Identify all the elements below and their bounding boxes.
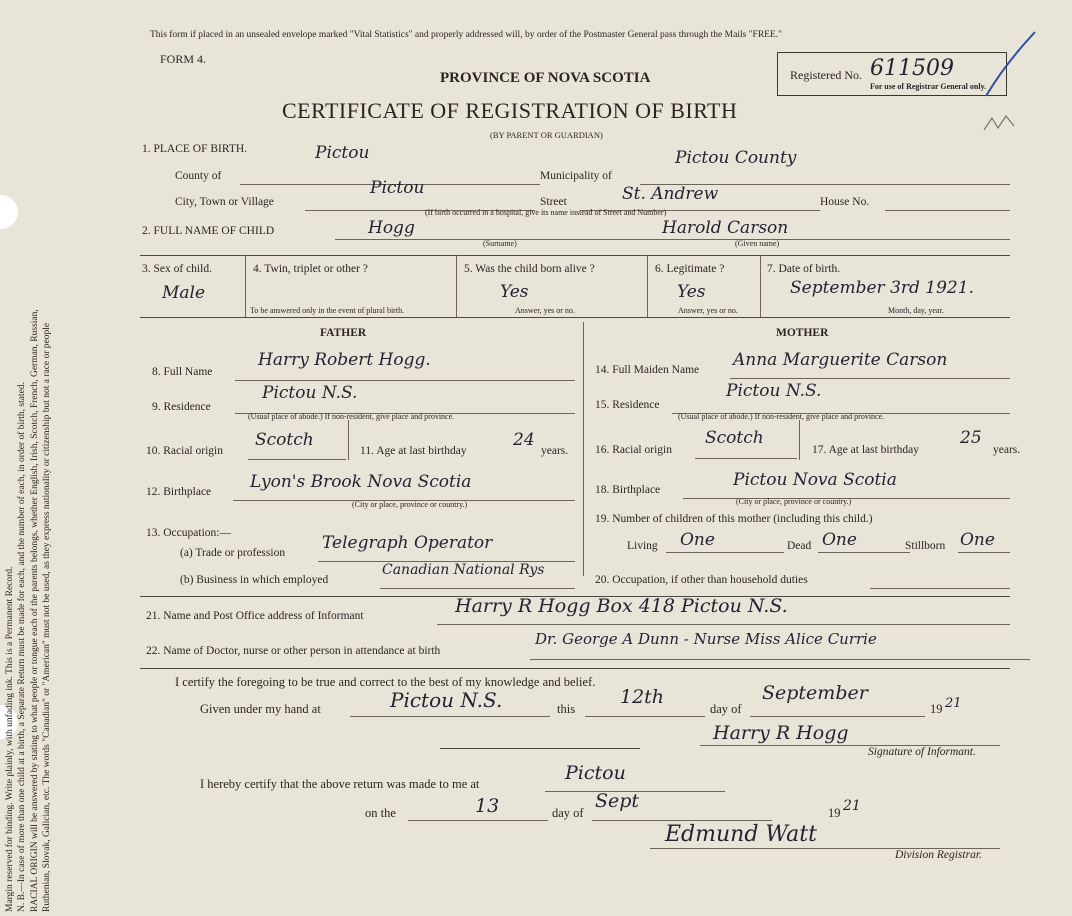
- date-of-birth-note: Month, day, year.: [888, 306, 944, 315]
- father-residence-value: Pictou N.S.: [262, 383, 358, 403]
- day-of-label: day of: [710, 702, 742, 716]
- mother-racial-value: Scotch: [705, 428, 764, 448]
- living-value: One: [680, 530, 715, 550]
- blue-pen-mark: [980, 24, 1040, 104]
- city-value: Pictou: [370, 178, 425, 198]
- mother-residence-note: (Usual place of abode.) If non-resident, give place and province.: [678, 412, 885, 421]
- born-alive-value: Yes: [500, 282, 529, 302]
- margin-line: Margin reserved for binding. Write plainly, with unfading ink. This is a Permanent Record.: [5, 566, 15, 912]
- date-of-birth-value: September 3rd 1921.: [790, 278, 974, 298]
- registrar-year-prefix: 19: [828, 806, 841, 820]
- place-of-birth-label: 1. PLACE OF BIRTH.: [142, 143, 248, 155]
- father-racial-value: Scotch: [255, 430, 314, 450]
- informant-value: Harry R Hogg Box 418 Pictou N.S.: [455, 595, 788, 617]
- certificate-title: CERTIFICATE OF REGISTRATION OF BIRTH: [282, 98, 738, 123]
- business-label: (b) Business in which employed: [180, 574, 329, 586]
- mother-birthplace-label: 18. Birthplace: [595, 484, 661, 496]
- given-under-label: Given under my hand at: [200, 702, 321, 716]
- sex-label: 3. Sex of child.: [142, 263, 212, 275]
- trade-label: (a) Trade or profession: [180, 547, 286, 559]
- surname-label: (Surname): [483, 239, 517, 248]
- registrar-day: 13: [475, 795, 500, 817]
- certify-statement: I certify the foregoing to be true and correct to the best of my knowledge and belief.: [175, 675, 596, 689]
- child-name-label: 2. FULL NAME OF CHILD: [142, 225, 275, 237]
- business-value: Canadian National Rys: [382, 562, 545, 578]
- informant-label: 21. Name and Post Office address of Informant: [146, 610, 364, 622]
- occupation-label: 13. Occupation:—: [146, 527, 231, 539]
- father-age-label: 11. Age at last birthday: [360, 445, 467, 457]
- given-name-label: (Given name): [735, 239, 780, 248]
- child-given-name: Harold Carson: [662, 218, 789, 238]
- father-residence-note: (Usual place of abode.) If non-resident, give place and province.: [248, 412, 455, 421]
- living-label: Living: [627, 540, 658, 552]
- county-value: Pictou: [315, 143, 370, 163]
- registrar-year: 21: [843, 798, 861, 814]
- registrar-statement: I hereby certify that the above return was made to me at: [200, 777, 480, 791]
- informant-signature: Harry R Hogg: [713, 722, 849, 744]
- margin-line: N. B.—In case of more than one child at a birth, a Separate Return must be made for each, and the number of each, in order of birth, stated.: [17, 382, 28, 912]
- mother-name-value: Anna Marguerite Carson: [733, 350, 948, 370]
- street-label: Street: [540, 196, 567, 208]
- division-registrar-label: Division Registrar.: [895, 849, 982, 861]
- mother-age-unit: years.: [993, 444, 1021, 456]
- born-alive-note: Answer, yes or no.: [515, 306, 575, 315]
- attendant-label: 22. Name of Doctor, nurse or other person in attendance at birth: [146, 645, 441, 657]
- this-label: this: [557, 702, 576, 716]
- mother-heading: MOTHER: [776, 327, 829, 339]
- date-of-birth-label: 7. Date of birth.: [767, 263, 841, 275]
- county-label: County of: [175, 170, 222, 182]
- municipality-value: Pictou County: [675, 148, 797, 168]
- children-count-label: 19. Number of children of this mother (including this child.): [595, 513, 873, 525]
- father-age-unit: years.: [541, 445, 569, 457]
- informant-signature-label: Signature of Informant.: [868, 746, 976, 758]
- father-heading: FATHER: [320, 327, 367, 339]
- mother-residence-value: Pictou N.S.: [726, 381, 822, 401]
- mother-birthplace-value: Pictou Nova Scotia: [733, 470, 897, 490]
- father-birthplace-value: Lyon's Brook Nova Scotia: [250, 472, 472, 492]
- mother-residence-label: 15. Residence: [595, 399, 660, 411]
- certificate-subtitle: (BY PARENT OR GUARDIAN): [490, 130, 603, 140]
- given-day: 12th: [620, 686, 665, 708]
- registrar-signature: Edmund Watt: [665, 822, 817, 847]
- father-birthplace-note: (City or place, province or country.): [352, 500, 468, 509]
- twin-label: 4. Twin, triplet or other ?: [253, 263, 368, 275]
- stillborn-value: One: [960, 530, 995, 550]
- given-month: September: [762, 682, 868, 704]
- legitimate-value: Yes: [677, 282, 706, 302]
- father-residence-label: 9. Residence: [152, 401, 211, 413]
- hospital-note: (If birth occurred in a hospital, give its name instead of Street and Number): [425, 208, 667, 217]
- registered-number: 611509: [870, 56, 954, 81]
- year-prefix: 19: [930, 702, 943, 716]
- sex-value: Male: [162, 283, 206, 303]
- registrar-month: Sept: [595, 790, 640, 812]
- province-heading: PROVINCE OF NOVA SCOTIA: [440, 70, 651, 86]
- legitimate-label: 6. Legitimate ?: [655, 263, 725, 275]
- father-birthplace-label: 12. Birthplace: [146, 486, 212, 498]
- registered-label: Registered No.: [790, 68, 862, 82]
- born-alive-label: 5. Was the child born alive ?: [464, 263, 595, 275]
- legitimate-note: Answer, yes or no.: [678, 306, 738, 315]
- child-surname: Hogg: [368, 218, 415, 238]
- street-value: St. Andrew: [622, 184, 719, 204]
- mother-birthplace-note: (City or place, province or country.): [736, 497, 852, 506]
- dead-label: Dead: [787, 540, 812, 552]
- given-place: Pictou N.S.: [390, 688, 503, 712]
- mother-age-value: 25: [960, 428, 982, 448]
- on-the-label: on the: [365, 806, 396, 820]
- twin-note: To be answered only in the event of plural birth.: [250, 306, 405, 315]
- father-age-value: 24: [513, 430, 535, 450]
- margin-instructions: [4, 12, 53, 912]
- father-name-label: 8. Full Name: [152, 366, 213, 378]
- mother-age-label: 17. Age at last birthday: [812, 444, 919, 456]
- mother-racial-label: 16. Racial origin: [595, 444, 672, 456]
- pencil-mark: [980, 112, 1020, 136]
- margin-line: Ruthenian, Slovak, Galician, etc. The words "Canadian" or "American" must not be used, as they express nationality or citizenship but not a race or people: [41, 322, 52, 912]
- trade-value: Telegraph Operator: [322, 533, 493, 553]
- mail-notice: This form if placed in an unsealed envelope marked "Vital Statistics" and properly addressed will, by order of the Postmaster General pass through the Mails "FREE.": [150, 30, 783, 40]
- mother-name-label: 14. Full Maiden Name: [595, 364, 700, 376]
- municipality-label: Municipality of: [540, 170, 612, 182]
- form-number: FORM 4.: [160, 52, 207, 66]
- attendant-value: Dr. George A Dunn - Nurse Miss Alice Currie: [535, 630, 877, 648]
- house-number-label: House No.: [820, 196, 870, 208]
- registrar-place: Pictou: [565, 762, 626, 784]
- dead-value: One: [822, 530, 857, 550]
- given-year: 21: [945, 696, 962, 711]
- mother-occupation-label: 20. Occupation, if other than household duties: [595, 574, 808, 586]
- registrar-only-note: For use of Registrar General only.: [870, 82, 987, 91]
- margin-line: RACIAL ORIGIN will be answered by stating to what people or tongue each of the parents belongs, whether English, Irish, Scotch, French, German, Russian,: [29, 309, 40, 912]
- stillborn-label: Stillborn: [905, 540, 946, 552]
- registrar-day-of-label: day of: [552, 806, 584, 820]
- father-racial-label: 10. Racial origin: [146, 445, 223, 457]
- city-label: City, Town or Village: [175, 196, 274, 208]
- father-name-value: Harry Robert Hogg.: [258, 350, 431, 370]
